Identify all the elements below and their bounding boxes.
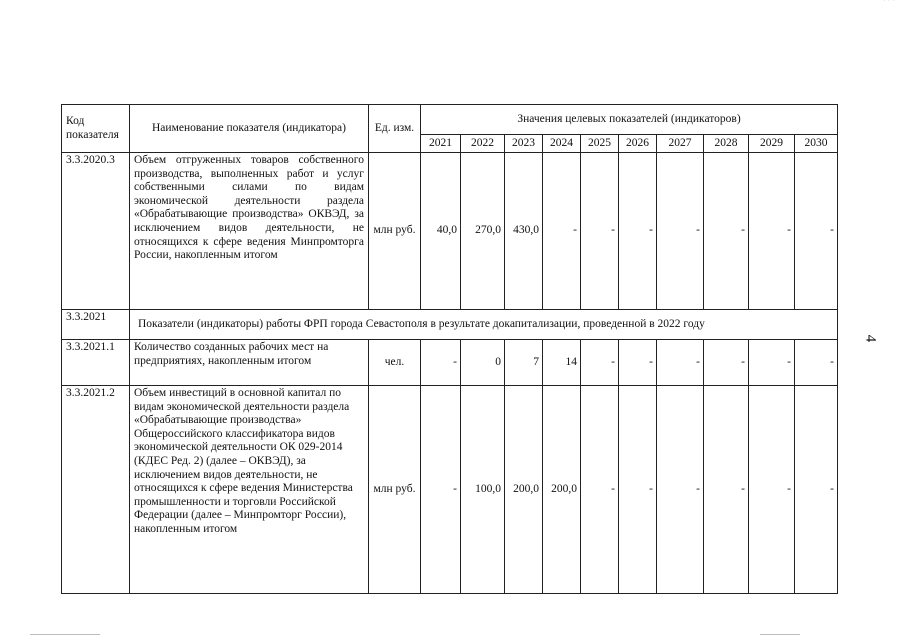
table-row	[62, 153, 838, 310]
row-value: 270,0	[461, 153, 505, 310]
row-value: -	[704, 153, 749, 310]
row-value: -	[749, 340, 795, 386]
row-name: Объем отгруженных товаров собственного производства, выполненных работ и услуг собственными силами по видам экономической деятельности раздела «Обрабатывающие производства» ОКВЭД, за исключением видов деятельности, не относящихся к сфере ведения Минпромторга России, накопленным итогом	[130, 153, 369, 310]
row-value: 40,0	[421, 153, 461, 310]
row-value: -	[795, 340, 838, 386]
row-code: 3.3.2021	[62, 310, 130, 340]
row-value: -	[795, 153, 838, 310]
scan-artifact: · · ·	[883, 0, 895, 5]
year-header: 2027	[657, 135, 704, 153]
header-name: Наименование показателя (индикатора)	[130, 105, 369, 153]
row-unit: чел.	[369, 340, 421, 386]
year-header: 2021	[421, 135, 461, 153]
section-title: Показатели (индикаторы) работы ФРП города Севастополя в результате докапитализации, проведенной в 2022 году	[130, 310, 838, 340]
row-unit: млн руб.	[369, 386, 421, 594]
row-value: 430,0	[505, 153, 543, 310]
table-row	[62, 340, 838, 386]
row-value: -	[704, 340, 749, 386]
row-value: -	[581, 340, 619, 386]
row-unit: млн руб.	[369, 153, 421, 310]
row-value: -	[581, 153, 619, 310]
year-header: 2024	[543, 135, 581, 153]
row-value: -	[543, 153, 581, 310]
bottom-divider	[760, 634, 800, 635]
year-header: 2030	[795, 135, 838, 153]
row-value: -	[619, 386, 657, 594]
row-value: 7	[505, 340, 543, 386]
row-value: 100,0	[461, 386, 505, 594]
row-value: -	[795, 386, 838, 594]
page-number: 4	[862, 334, 879, 343]
row-value: -	[749, 386, 795, 594]
row-value: 200,0	[505, 386, 543, 594]
row-code: 3.3.2020.3	[62, 153, 130, 310]
row-value: -	[657, 386, 704, 594]
row-code: 3.3.2021.1	[62, 340, 130, 386]
row-value: -	[619, 153, 657, 310]
row-value: -	[581, 386, 619, 594]
row-value: -	[421, 340, 461, 386]
row-value: -	[749, 153, 795, 310]
year-header: 2028	[704, 135, 749, 153]
row-value: -	[704, 386, 749, 594]
table-header-row	[62, 105, 838, 135]
year-header: 2026	[619, 135, 657, 153]
row-value: -	[657, 340, 704, 386]
year-header: 2022	[461, 135, 505, 153]
row-value: -	[421, 386, 461, 594]
year-header: 2025	[581, 135, 619, 153]
bottom-divider	[30, 634, 100, 635]
indicators-table	[61, 104, 838, 594]
row-value: -	[619, 340, 657, 386]
row-value: 0	[461, 340, 505, 386]
row-value: -	[657, 153, 704, 310]
header-unit: Ед. изм.	[369, 105, 421, 153]
header-code: Код показателя	[62, 105, 130, 153]
row-code: 3.3.2021.2	[62, 386, 130, 594]
year-header: 2023	[505, 135, 543, 153]
row-value: 200,0	[543, 386, 581, 594]
table-row	[62, 386, 838, 594]
row-name: Количество созданных рабочих мест на предприятиях, накопленным итогом	[130, 340, 369, 386]
row-value: 14	[543, 340, 581, 386]
year-header: 2029	[749, 135, 795, 153]
header-values-title: Значения целевых показателей (индикаторов)	[421, 105, 838, 135]
row-name: Объем инвестиций в основной капитал по видам экономической деятельности раздела «Обрабатывающие производства» Общероссийского классификатора видов экономической деятельности ОК 029-2014 (КДЕС Ред. 2) (далее – ОКВЭД), за исключением видов деятельности, не относящихся к сфере ведения Министерства промышленности и торговли Российской Федерации (далее – Минпромторг России), накопленным итогом	[130, 386, 369, 594]
section-row	[62, 310, 838, 340]
